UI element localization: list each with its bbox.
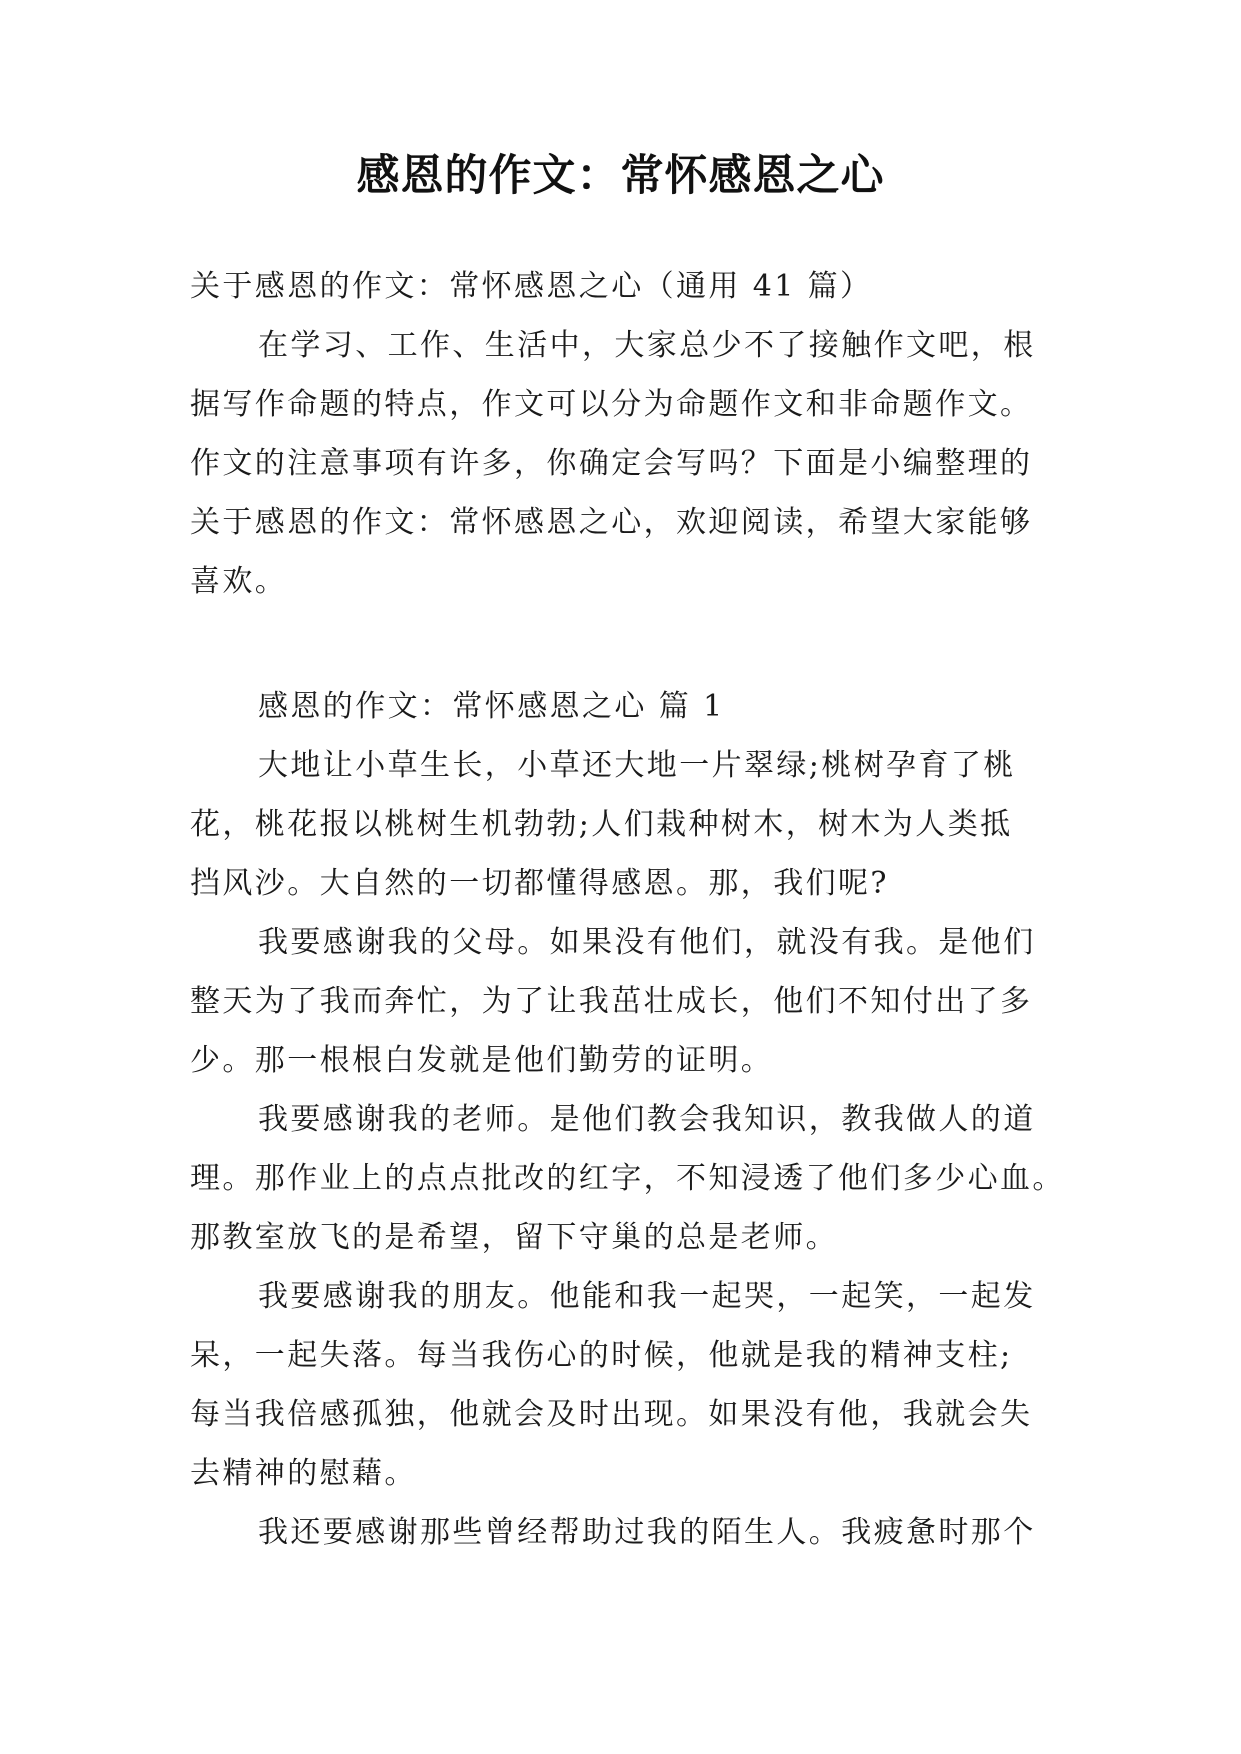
text-line: 关于感恩的作文：常怀感恩之心，欢迎阅读，希望大家能够 <box>190 505 1033 540</box>
text-line: 去精神的慰藉。 <box>190 1456 417 1491</box>
text-line: 我要感谢我的朋友。他能和我一起哭，一起笑，一起发 <box>258 1279 1036 1314</box>
text-line: 挡风沙。大自然的一切都懂得感恩。那，我们呢? <box>190 866 889 901</box>
text-line: 呆，一起失落。每当我伤心的时候，他就是我的精神支柱; <box>190 1338 1013 1373</box>
section-gap <box>190 611 1060 677</box>
text-line: 我要感谢我的父母。如果没有他们，就没有我。是他们 <box>258 925 1036 960</box>
text-line: 整天为了我而奔忙，为了让我茁壮成长，他们不知付出了多 <box>190 984 1033 1019</box>
text-line: 关于感恩的作文：常怀感恩之心（通用 41 篇） <box>190 269 873 304</box>
text-line: 花，桃花报以桃树生机勃勃;人们栽种树木，树木为人类抵 <box>190 807 1013 842</box>
text-line: 在学习、工作、生活中，大家总少不了接触作文吧，根 <box>258 328 1036 363</box>
text-line: 每当我倍感孤独，他就会及时出现。如果没有他，我就会失 <box>190 1397 1033 1432</box>
text-line: 据写作命题的特点，作文可以分为命题作文和非命题作文。 <box>190 387 1033 422</box>
text-line: 我要感谢我的老师。是他们教会我知识，教我做人的道 <box>258 1102 1036 1137</box>
text-line: 理。那作业上的点点批改的红字，不知浸透了他们多少心血。 <box>190 1161 1065 1196</box>
text-line: 感恩的作文：常怀感恩之心 篇 1 <box>258 689 725 724</box>
text-line: 那教室放飞的是希望，留下守巢的总是老师。 <box>190 1220 838 1255</box>
text-line: 作文的注意事项有许多，你确定会写吗？下面是小编整理的 <box>190 446 1033 481</box>
text-line: 我还要感谢那些曾经帮助过我的陌生人。我疲惫时那个 <box>258 1515 1036 1550</box>
document-body <box>190 257 1065 1562</box>
text-line: 大地让小草生长，小草还大地一片翠绿;桃树孕育了桃 <box>258 748 1016 783</box>
document-title: 感恩的作文：常怀感恩之心 <box>356 151 885 201</box>
text-line: 喜欢。 <box>190 564 288 599</box>
text-line: 少。那一根根白发就是他们勤劳的证明。 <box>190 1043 774 1078</box>
